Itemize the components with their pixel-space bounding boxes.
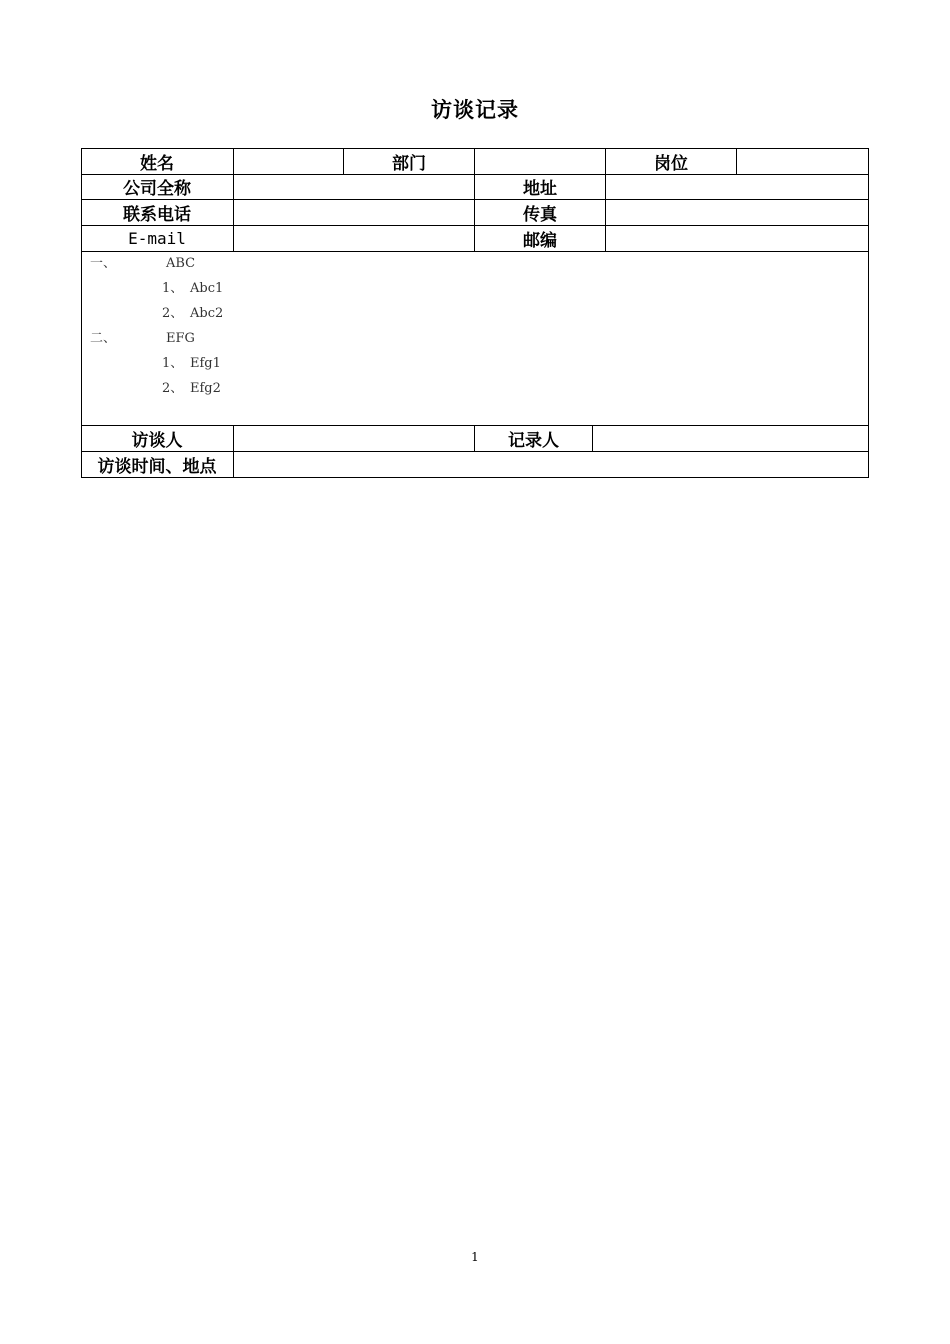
content-marker: 1、 — [162, 356, 184, 371]
content-marker: 2、 — [162, 381, 184, 396]
content-marker: 1、 — [162, 281, 184, 296]
time-place-field[interactable] — [234, 451, 869, 478]
content-item: Abc2 — [190, 306, 224, 321]
position-field[interactable] — [737, 148, 869, 174]
company-name-field[interactable] — [234, 174, 474, 199]
content-item: Efg1 — [190, 356, 221, 371]
email-label: E-mail — [128, 228, 186, 248]
page-number: 1 — [471, 1250, 479, 1264]
content-item: Efg2 — [190, 381, 221, 396]
content-heading: ABC — [166, 256, 196, 271]
email-field[interactable] — [234, 225, 474, 251]
address-field[interactable] — [606, 174, 869, 199]
name-label: 姓名 — [140, 153, 174, 174]
content-marker: 二、 — [90, 331, 117, 346]
fax-field[interactable] — [606, 199, 869, 225]
name-field[interactable] — [234, 148, 343, 174]
time-place-label: 访谈时间、地点 — [97, 457, 217, 477]
content-item: Abc1 — [190, 281, 224, 296]
fax-label: 传真 — [523, 204, 557, 225]
content-marker: 一、 — [90, 256, 117, 271]
phone-label: 联系电话 — [123, 204, 191, 225]
address-label: 地址 — [523, 179, 557, 199]
company-name-label: 公司全称 — [123, 179, 191, 199]
postcode-field[interactable] — [606, 225, 869, 251]
recorder-label: 记录人 — [508, 430, 559, 451]
page-title: 访谈记录 — [431, 98, 519, 122]
interview-content-area[interactable] — [82, 252, 868, 425]
position-label: 岗位 — [654, 153, 688, 174]
content-marker: 2、 — [162, 306, 184, 321]
phone-field[interactable] — [234, 199, 474, 225]
content-heading: EFG — [166, 331, 195, 346]
interviewer-field[interactable] — [234, 425, 474, 451]
interviewer-label: 访谈人 — [131, 430, 183, 451]
postcode-label: 邮编 — [523, 230, 557, 251]
recorder-field[interactable] — [593, 425, 869, 451]
department-label: 部门 — [392, 153, 426, 174]
department-field[interactable] — [475, 148, 605, 174]
